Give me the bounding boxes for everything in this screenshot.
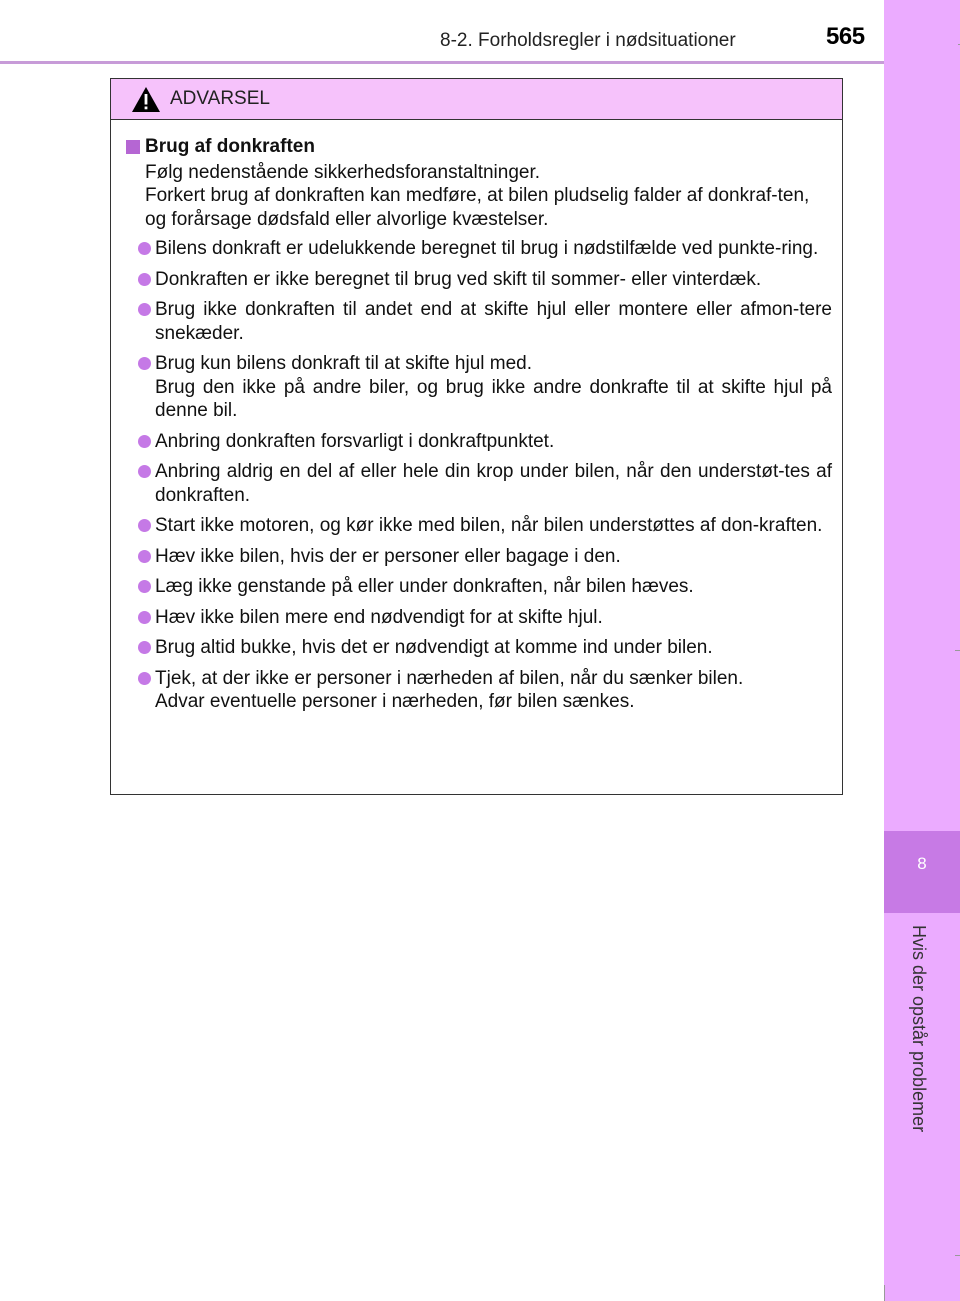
list-item: [121, 514, 832, 538]
list-item-text: [155, 636, 832, 660]
round-bullet-icon: [138, 672, 151, 685]
round-bullet-icon: [138, 465, 151, 478]
list-item: [121, 268, 832, 292]
list-item-text: [155, 667, 832, 714]
list-item-line: Tjek, at der ikke er personer i nærheden af bilen, når du sænker bilen.: [155, 667, 744, 689]
list-item-text: [155, 430, 832, 454]
list-item-text: [155, 268, 832, 292]
warning-label: ADVARSEL: [170, 88, 270, 109]
list-item-line: Hæv ikke bilen, hvis der er personer eller bagage i den.: [155, 545, 621, 567]
list-item-line: Start ikke motoren, og kør ikke med bilen, når bilen understøttes af don-kraften.: [155, 515, 823, 536]
list-item-line: Bilens donkraft er udelukkende beregnet til brug i nødstilfælde ved punkte-ring.: [155, 238, 819, 259]
list-item-line: Advar eventuelle personer i nærheden, før bilen sænkes.: [155, 691, 635, 712]
round-bullet-icon: [138, 303, 151, 316]
warning-intro: [121, 161, 832, 232]
list-item-text: [155, 460, 832, 507]
warning-list: [121, 237, 832, 714]
list-item: [121, 667, 832, 714]
list-item-line: Læg ikke genstande på eller under donkraften, når bilen hæves.: [155, 576, 694, 597]
warning-body: [111, 120, 842, 714]
list-item: [121, 352, 832, 423]
list-item: [121, 575, 832, 599]
list-item-text: [155, 352, 832, 423]
list-item-line: Hæv ikke bilen mere end nødvendigt for at skifte hjul.: [155, 606, 603, 628]
list-item-line: Brug altid bukke, hvis det er nødvendigt at komme ind under bilen.: [155, 637, 713, 658]
list-item-text: [155, 575, 832, 599]
list-item-line: Brug den ikke på andre biler, og brug ikke andre donkrafte til at skifte hjul på denne bil.: [155, 376, 832, 421]
warning-heading-text: Brug af donkraften: [145, 136, 315, 157]
list-item: [121, 298, 832, 345]
list-item: [121, 545, 832, 569]
chapter-title: Hvis der opstår problemer: [909, 925, 929, 1133]
list-item-text: [155, 298, 832, 345]
list-item: [121, 460, 832, 507]
list-item: [121, 430, 832, 454]
warning-box: [110, 78, 843, 795]
warning-heading: [121, 135, 832, 159]
round-bullet-icon: [138, 580, 151, 593]
warning-header: [111, 79, 842, 120]
list-item-text: [155, 514, 832, 538]
section-title: 8-2. Forholdsregler i nødsituationer: [440, 30, 736, 51]
list-item-line: Donkraften er ikke beregnet til brug ved skift til sommer- eller vinterdæk.: [155, 268, 762, 290]
list-item: [121, 636, 832, 660]
round-bullet-icon: [138, 357, 151, 370]
chapter-number: 8: [884, 831, 960, 913]
round-bullet-icon: [138, 435, 151, 448]
list-item-line: Brug ikke donkraften til andet end at skifte hjul eller montere eller afmon-tere snekæder.: [155, 299, 832, 344]
crop-mark: [955, 1255, 960, 1256]
list-item-line: Brug kun bilens donkraft til at skifte hjul med.: [155, 353, 533, 374]
list-item-text: [155, 237, 832, 261]
list-item: [121, 606, 832, 630]
page-number: 565: [826, 23, 865, 50]
intro-paragraph: Forkert brug af donkraften kan medføre, at bilen pludselig falder af donkraf-ten, og forårsage dødsfald eller alvorlige kvæstelser.: [145, 185, 810, 230]
round-bullet-icon: [138, 611, 151, 624]
round-bullet-icon: [138, 519, 151, 532]
warning-triangle-icon: [131, 86, 161, 113]
list-item: [121, 237, 832, 261]
crop-mark: [884, 1285, 885, 1301]
list-item-text: [155, 606, 832, 630]
list-item-line: Anbring donkraften forsvarligt i donkraftpunktet.: [155, 430, 555, 452]
round-bullet-icon: [138, 242, 151, 255]
round-bullet-icon: [138, 550, 151, 563]
intro-paragraph: Følg nedenstående sikkerhedsforanstaltninger.: [145, 161, 541, 183]
header-rule: [0, 61, 884, 64]
list-item-line: Anbring aldrig en del af eller hele din krop under bilen, når den understøt-tes af donkraften.: [155, 461, 832, 506]
crop-mark: [955, 650, 960, 651]
list-item-text: [155, 545, 832, 569]
round-bullet-icon: [138, 641, 151, 654]
round-bullet-icon: [138, 273, 151, 286]
square-bullet-icon: [126, 140, 140, 154]
